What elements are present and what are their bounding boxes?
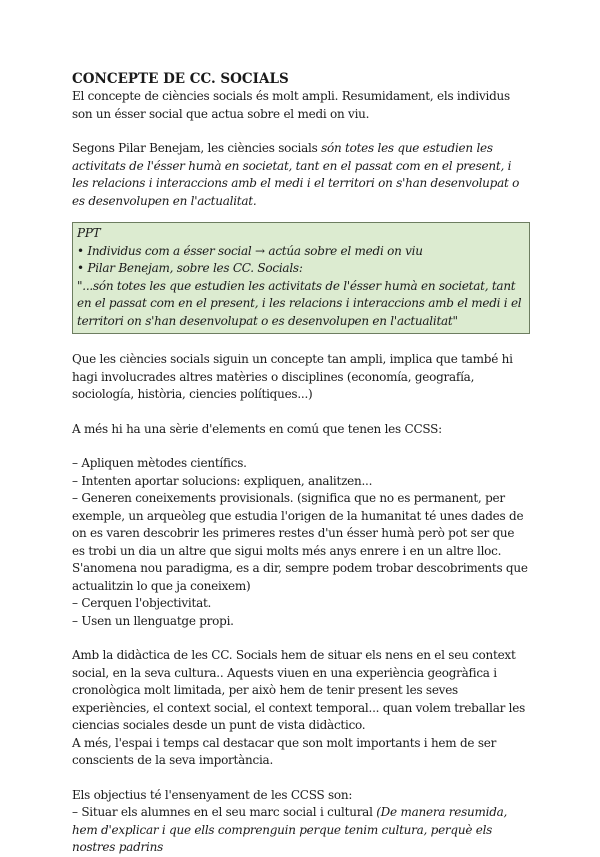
disciplines-paragraph: Que les ciències socials siguin un concepte tan ampli, implica que també hi hagi involucrades altres matèries o disciplines (economía, geografía, sociología, història, ciencies polítiques...) xyxy=(72,352,513,401)
common-elements-list xyxy=(72,455,530,630)
objectius-note: (De manera resumida, hem d'explicar i que ells comprenguin perque tenim cultura, perquè els nostres padrins xyxy=(72,805,508,854)
common-elements-paragraph: A més hi ha una sèrie d'elements en comú que tenen les CCSS: xyxy=(72,421,442,436)
intro-paragraph: El concepte de ciències socials és molt ampli. Resumidament, els individus son un ésser social que actua sobre el medi on viu. xyxy=(72,89,510,121)
ppt-line: • Pilar Benejam, sobre les CC. Socials: xyxy=(77,261,303,275)
list-item: – Cerquen l'objectivitat. xyxy=(72,596,212,610)
benejam-paragraph xyxy=(72,140,530,210)
espai-paragraph: A més, l'espai i temps cal destacar que son molt importants i hem de ser conscients de la seva importància. xyxy=(72,735,497,767)
objectius-lead: – Situar els alumnes en el seu marc social i cultural xyxy=(72,805,377,819)
page-title: CONCEPTE DE CC. SOCIALS xyxy=(72,71,289,87)
didactica-paragraph: Amb la didàctica de les CC. Socials hem de situar els nens en el seu context social, en la seva cultura.. Aquests viuen en una experiència geogràfica i cronològica molt limitada, per això hem de tenir present les seves experiències, el context social, el context temporal... quan volem treballar les ciencias sociales desde un punt de vista didàctico. xyxy=(72,648,525,732)
ppt-quote: "...són totes les que estudien les activitats de l'ésser humà en societat, tant en el passat com en el present, i les relacions i interaccions amb el medi i el territori on s'han desenvolupat o es desenvolupen en l'actualitat" xyxy=(77,278,522,328)
list-item: – Intenten aportar solucions: expliquen, analitzen... xyxy=(72,473,373,488)
ppt-heading: PPT xyxy=(77,226,101,240)
objectius-item xyxy=(72,804,530,857)
list-item: – Generen coneixements provisionals. (significa que no es permanent, per exemple, un arqueòleg que estudia l'origen de la humanitat té unes dades de on es varen descobrir les primeres restes d'un ésser humà però pot ser que es trobi un dia un altre que sigui molts més anys enrere i en un altre lloc. S'anomena nou paradigma, es a dir, sempre podem trobar descobriments que actualitzin lo que ja coneixem) xyxy=(72,491,528,593)
document-page xyxy=(72,70,530,857)
benejam-lead: Segons Pilar Benejam, les ciències socials xyxy=(72,141,322,155)
objectius-paragraph: Els objectius té l'ensenyament de les CCSS son: xyxy=(72,787,353,802)
list-item: – Usen un llenguatge propi. xyxy=(72,613,234,628)
benejam-quote: són totes les que estudien les activitats de l'ésser humà en societat, tant en el passat com en el present, i les relacions i interaccions amb el medi i el territori on s'han desenvolupat o es desenvolupen en l'actualitat. xyxy=(72,141,520,208)
ppt-line: • Individus com a ésser social → actúa sobre el medi on viu xyxy=(77,243,423,258)
list-item: – Apliquen mètodes científics. xyxy=(72,456,247,470)
ppt-summary-box xyxy=(72,222,530,334)
